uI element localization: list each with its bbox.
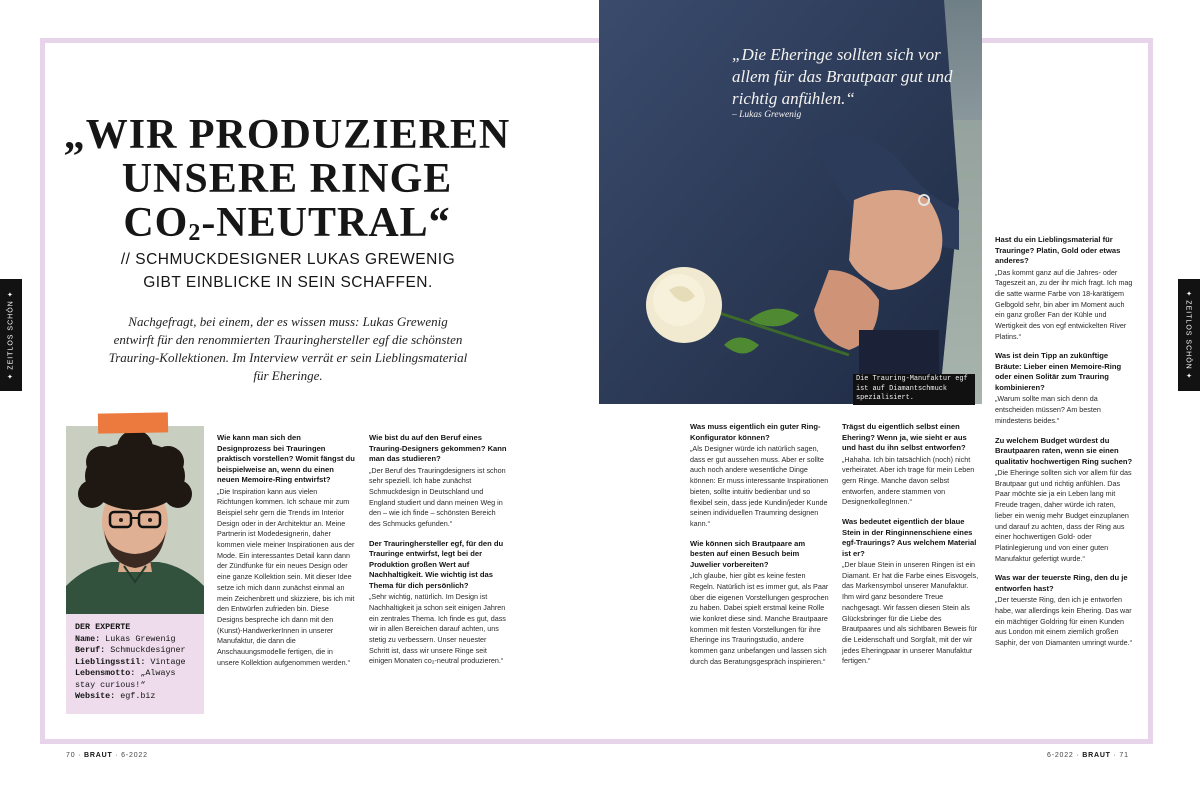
infobox-website: Website: egf.biz (75, 691, 156, 701)
interview-question: Wie bist du auf den Beruf eines Trauring-Designers gekommen? Kann man das studieren? (369, 433, 507, 463)
pull-quote: „Die Eheringe sollten sich vor allem für das Brautpaar gut und richtig anfühlen.“ (732, 45, 953, 108)
interview-answer: „Der blaue Stein in unseren Ringen ist ein Diamant. Er hat die Farbe eines Eisvogels, das Markensymbol unserer Manufaktur. Ihm wird ganz besondere Treue nachgesagt. Wir fassen diesen Stein als Glücksbringer für die Liebe des Brautpaares und als sichtbaren Beweis für die Leidenschaft und Sorgfalt, mit der wir jedes Eheringpaar in unserer Manufaktur fertigen.“ (842, 560, 979, 666)
interview-answer: „Sehr wichtig, natürlich. Im Design ist Nachhaltigkeit ja schon seit einigen Jahren ein zentrales Thema. Ich finde es gut, dass wir in allen Bereichen darauf achten, uns stetig zu verbessern. Unser neuester Schritt ist, dass wir unsere Ringe seit einigen Monaten co₂-neutral produzieren.“ (369, 592, 506, 666)
folio-right: 6-2022 · BRAUT · 71 (1047, 752, 1129, 759)
section-tab-label: ✦ ZEITLOS SCHÖN ✦ (1185, 290, 1192, 380)
interview-question: Der Trauringhersteller egf, für den du Trauringe entwirfst, legt bei der Produktion großen Wert auf Nachhaltigkeit. Wie wichtig ist das Thema für dich persönlich? (369, 538, 504, 590)
interview-question: Was war der teuerste Ring, den du je entworfen hast? (995, 573, 1128, 593)
pull-quote-author: – Lukas Grewenig (732, 110, 802, 120)
interview-answer: „Die Eheringe sollten sich vor allem für das Brautpaar gut und richtig anfühlen. Das Paar möchte sie ja ein Leben lang mit Freude tragen, daher würde ich raten, lieber ein wenig mehr Budget einzuplanen und darauf zu achten, dass der Ring aus einer hochwertigen Gold- oder Platinlegierung und von einer guten Manufaktur gefertigt wurde.“ (995, 468, 1132, 563)
interview-question: Zu welchem Budget würdest du Brautpaaren raten, wenn sie einen qualitativ hochwertigen Ring suchen? (995, 435, 1133, 466)
tape-decoration (98, 412, 168, 433)
interview-question: Was muss eigentlich ein guter Ring-Konfigurator können? (690, 422, 821, 442)
interview-answer: „Der teuerste Ring, den ich je entworfen habe, war allerdings kein Ehering. Das war ein mächtiger Goldring für einen Kunden aus London mit einem ziemlich großen Saphir, der von Diamanten umringt wurde.“ (995, 595, 1133, 648)
infobox-style: Lieblingsstil: Vintage (75, 656, 186, 667)
section-tab-left (0, 279, 22, 391)
interview-answer: „Hahaha. Ich bin tatsächlich (noch) nicht verheiratet. Aber ich trage für mein Leben gern Ringe. Manche davon selbst entworfen, andere stammen von DesignerkollegInnen.“ (842, 454, 975, 507)
interview-question: Was ist dein Tipp an zukünftige Bräute: Lieber einen Memoire-Ring oder einen Solitär zum Trauring kombinieren? (995, 351, 1122, 392)
article-intro: Nachgefragt, bei einem, der es wissen muss: Lukas Grewenig entwirft für den renommierten Trauringhersteller egf die schönsten Trauring-Kollektionen. Im Interview verrät er sein Lieblingsmaterial für Eheringe. (108, 314, 468, 383)
interview-question: Trägst du eigentlich selbst einen Ehering? Wenn ja, wie sieht er aus und hast du ihn selbst entworfen? (842, 422, 967, 452)
interview-question: Wie kann man sich den Designprozess bei Trauringen praktisch vorstellen? Womit fängst du beispielweise an, wenn du einen neuen Memoire-Ring entwirfst? (217, 433, 355, 484)
interview-answer: „Ich glaube, hier gibt es keine festen Regeln. Natürlich ist es immer gut, als Paar über die eigenen Vorstellungen gesprochen zu haben. Dabei spielt erstmal keine Rolle wie konkret diese sind. Manche Brautpaare kommen mit festen Vorstellungen für ihre Eheringe ins Trauringstudio, andere kommen ganz unbefangen und lassen sich durch das Beratungsgespräch inspirieren.“ (690, 571, 829, 666)
interview-question: Hast du ein Lieblingsmaterial für Trauringe? Platin, Gold oder etwas anderes? (995, 235, 1121, 265)
interview-answer: „Das kommt ganz auf die Jahres- oder Tageszeit an, zu der ihr mich fragt. Ich mag die satte warme Farbe von 18-karätigem Gelbgold sehr, bin aber im Moment auch ein ganz großer Fan der Kühle und Wertigkeit des von egf entwickelten River Platins.“ (995, 267, 1133, 341)
interview-question: Wie können sich Brautpaare am besten auf einen Besuch beim Juwelier vorbereiten? (690, 538, 806, 569)
folio-left: 70 · BRAUT · 6-2022 (66, 752, 148, 759)
interview-answer: „Die Inspiration kann aus vielen Richtungen kommen. Ich schaue mir zum Beispiel sehr gern die Trends im Interior Design oder in der Architektur an. Meine Partnerin ist Modedesignerin, daher kommen viele meiner Inspirationen aus der Mode. Ein interessantes Detail kann dann der Zündfunke für ein neues Design oder eine ganze Kollektion sein. Mit dieser Idee setze ich mich dann zunächst einmal an mein Zeichenbrett und skizziere, bis ich mit den Entwürfen zufrieden bin. Diese Designs bespreche ich dann mit den (Kunst)-HandwerkerInnen in unserer Manufaktur, die dann die Anschauungsmodelle fertigen, die in unsere Kollektion aufgenommen werden.“ (217, 486, 355, 667)
infobox-name: Name: Lukas Grewenig (75, 633, 176, 644)
headline-line-2: UNSERE RINGE (121, 156, 453, 202)
section-tab-right (1178, 279, 1200, 391)
interview-answer: „Warum sollte man sich denn da entscheiden müssen? Am besten mindestens beides.“ (995, 394, 1101, 425)
infobox-job: Beruf: Schmuckdesigner (75, 645, 186, 655)
interview-answer: „Als Designer würde ich natürlich sagen, dass er gut aussehen muss. Aber er sollte auch noch andere wesentliche Dinge können: Er muss interessante Inspirationen bieten, sollte intuitiv bedienbar und so flexibel sein, dass jede Kundin/jeder Kunde seinen individuellen Traumring designen kann.“ (690, 444, 829, 528)
designer-portrait (66, 426, 204, 614)
interview-column-2 (369, 433, 507, 676)
interview-column-3 (690, 422, 830, 676)
interview-answer: „Der Beruf des Trauringdesigners ist schon sehr speziell. Ich habe zunächst Schmuckdesign in Deutschland und England studiert und dann meinen Weg in den – wie ich finde – schönsten Bereich des Schmucks gefunden.“ (369, 465, 506, 529)
interview-column-1 (217, 433, 355, 677)
headline-line-3: $CO_2-NEUTRAL“$ (123, 200, 451, 246)
headline-line-1: „WIR PRODUZIEREN (63, 112, 511, 158)
interview-column-5 (995, 235, 1135, 658)
infobox-heading: DER EXPERTE (75, 622, 131, 632)
section-tab-label: ✦ ZEITLOS SCHÖN ✦ (8, 290, 15, 380)
interview-column-4 (842, 422, 980, 676)
article-subheadline: // SCHMUCKDESIGNER LUKAS GREWENIG GIBT EINBLICKE IN SEIN SCHAFFEN. (120, 251, 456, 291)
article-headline (62, 113, 512, 255)
expert-infobox (66, 614, 204, 714)
infobox-motto: Lebensmotto: „Always stay curious!“ (75, 668, 176, 690)
photo-caption: Die Trauring-Manufaktur egf ist auf Diamantschmuck spezialisiert. (853, 374, 975, 405)
interview-question: Was bedeutet eigentlich der blaue Stein in der Ringinnenschiene eines egf-Traurings? Aus welchem Material ist er? (842, 517, 977, 558)
